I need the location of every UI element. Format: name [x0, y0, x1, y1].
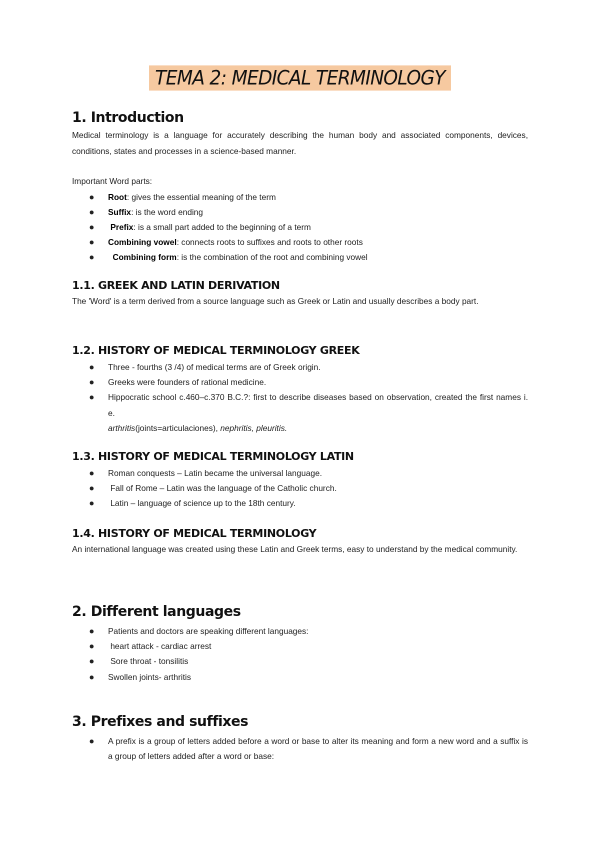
- bullet-icon: ●: [89, 377, 95, 388]
- document-title: TEMA 2: MEDICAL TERMINOLOGY: [149, 65, 451, 90]
- bullet-icon: ●: [89, 656, 95, 667]
- list-item: [72, 496, 528, 511]
- section-history-latin: [72, 450, 528, 512]
- section-paragraph: The 'Word' is a term derived from a source language such as Greek or Latin and usually describes a body part.: [72, 296, 479, 306]
- section-prefixes-suffixes: [72, 714, 528, 764]
- bullet-icon: ●: [89, 392, 95, 403]
- section-heading: 1. Introduction: [72, 110, 184, 126]
- section-greek-latin-derivation: [72, 279, 528, 310]
- example-terms: nephritis, pleuritis.: [220, 422, 288, 433]
- term: Combining form: [112, 252, 177, 263]
- item-text: Greeks were founders of rational medicine.: [108, 377, 267, 388]
- item-text: Latin – language of science up to the 18th century.: [110, 498, 296, 509]
- list-item: [72, 190, 528, 205]
- list-item: [72, 235, 528, 250]
- bullet-icon: ●: [89, 191, 95, 202]
- section-paragraph: An international language was created using these Latin and Greek terms, easy to understand by the medical community.: [72, 544, 518, 554]
- greek-examples: [72, 421, 528, 437]
- bullet-icon: ●: [89, 468, 95, 478]
- example-term: arthritis: [108, 422, 136, 433]
- list-item: [72, 734, 528, 764]
- item-text: Sore throat - tonsilitis: [110, 656, 189, 667]
- term-description: : gives the essential meaning of the term: [126, 191, 276, 202]
- section-history-general: [72, 527, 528, 558]
- item-text: heart attack - cardiac arrest: [110, 641, 212, 652]
- bullet-icon: ●: [89, 206, 95, 217]
- term-description: : is a small part added to the beginning of a term: [133, 221, 311, 232]
- term-description: : is the word ending: [131, 206, 204, 217]
- bullet-icon: ●: [89, 671, 95, 682]
- section-heading: 1.3. HISTORY OF MEDICAL TERMINOLOGY LATIN: [72, 450, 354, 463]
- word-parts-label: Important Word parts:: [72, 176, 153, 186]
- item-text: Patients and doctors are speaking different languages:: [108, 626, 309, 636]
- list-item: [72, 624, 528, 639]
- list-item: [72, 466, 528, 481]
- section-heading: 3. Prefixes and suffixes: [72, 714, 249, 730]
- list-item: [72, 390, 528, 420]
- term: Combining vowel: [108, 237, 177, 248]
- term: Root: [108, 191, 127, 202]
- list-item: [72, 205, 528, 220]
- section-heading: 1.2. HISTORY OF MEDICAL TERMINOLOGY GREEK: [72, 344, 360, 357]
- intro-paragraph: Medical terminology is a language for accurately describing the human body and associated components, devices, conditions, states and processes in a science-based manner.: [72, 130, 528, 156]
- item-text: Three - fourths (3 /4) of medical terms are of Greek origin.: [108, 362, 321, 372]
- list-item: [72, 481, 528, 496]
- bullet-icon: ●: [89, 641, 95, 652]
- list-item: [72, 639, 528, 654]
- title-area: [0, 66, 600, 90]
- list-item: [72, 250, 528, 265]
- term-description: : connects roots to suffixes and roots to other roots: [176, 237, 363, 248]
- bullet-icon: ●: [89, 736, 95, 746]
- list-item: [72, 654, 528, 669]
- item-text: Swollen joints- arthritis: [108, 671, 191, 682]
- bullet-icon: ●: [89, 237, 95, 248]
- languages-list: [72, 624, 528, 685]
- bullet-icon: ●: [89, 252, 95, 263]
- term-description: : is the combination of the root and combining vowel: [176, 252, 368, 263]
- item-text: Roman conquests – Latin became the universal language.: [108, 468, 323, 478]
- history-latin-list: [72, 466, 528, 512]
- item-text: A prefix is a group of letters added before a word or base to alter its meaning and form a new word and a suffix is a group of letters added after a word or base:: [108, 736, 528, 762]
- section-introduction: [72, 110, 528, 266]
- term: Prefix: [110, 221, 134, 232]
- prefixes-list: [72, 734, 528, 764]
- history-greek-list: [72, 360, 528, 421]
- bullet-icon: ●: [89, 626, 95, 636]
- section-different-languages: [72, 604, 528, 685]
- section-history-greek: [72, 344, 528, 436]
- list-item: [72, 670, 528, 685]
- item-text: Hippocratic school c.460–c.370 B.C.?: first to describe diseases based on observation, created the first names i. e.: [108, 392, 528, 418]
- word-parts-list: [72, 190, 528, 266]
- section-heading: 1.1. GREEK AND LATIN DERIVATION: [72, 279, 280, 292]
- list-item: [72, 375, 528, 390]
- list-item: [72, 360, 528, 375]
- bullet-icon: ●: [89, 362, 95, 372]
- section-heading: 2. Different languages: [72, 604, 241, 620]
- section-heading: 1.4. HISTORY OF MEDICAL TERMINOLOGY: [72, 527, 317, 540]
- bullet-icon: ●: [89, 221, 95, 232]
- term: Suffix: [108, 206, 132, 217]
- bullet-icon: ●: [89, 498, 95, 509]
- bullet-icon: ●: [89, 483, 95, 494]
- example-gloss: (joints=articulaciones),: [135, 422, 221, 433]
- list-item: [72, 220, 528, 235]
- item-text: Fall of Rome – Latin was the language of the Catholic church.: [110, 483, 337, 494]
